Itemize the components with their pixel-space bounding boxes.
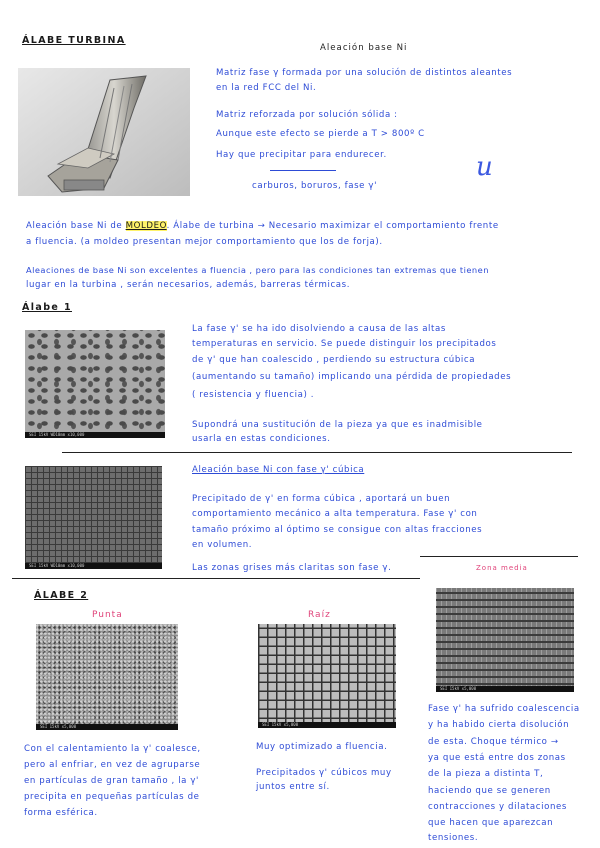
cubic-text-4: en volumen. [192, 540, 253, 550]
label-punta: Punta [92, 610, 123, 620]
label-zona-media: Zona media [476, 564, 528, 572]
alabe1-text-1: La fase γ' se ha ido disolviendo a causa de las altas [192, 324, 446, 334]
cubic-text-3: tamaño próximo al óptimo se consigue con altas fracciones [192, 525, 483, 535]
zona-text-5: de la pieza a distinta T, [428, 769, 544, 779]
zona-text-9: tensiones. [428, 833, 479, 843]
micrograph-scale-bar: SEI 15kV x5,000 [436, 686, 574, 692]
handwritten-note: u [476, 152, 493, 182]
alabe1-text-2: temperaturas en servicio. Se puede distinguir los precipitados [192, 339, 497, 349]
zona-text-6: haciendo que se generen [428, 786, 551, 796]
alabe1-text-4: (aumentando su tamaño) implicando una pérdida de propiedades [192, 372, 512, 382]
conditions-line-2: lugar en la turbina , serán necesarios, además, barreras térmicas. [26, 280, 351, 290]
micrograph-zona-media [436, 588, 574, 692]
micrograph-raiz [258, 624, 396, 728]
micrograph-scale-bar: SEI 15kV WD10mm x10,000 [25, 563, 162, 569]
cubic-text-5: Las zonas grises más claritas son fase γ. [192, 563, 392, 573]
page-subtitle: Aleación base Ni [320, 43, 408, 53]
micrograph-punta [36, 624, 178, 730]
raiz-text-2: Precipitados γ' cúbicos muy [256, 768, 392, 778]
intro-line-6: carburos, boruros, fase γ' [252, 181, 378, 191]
zona-text-2: y ha habido cierta disolución [428, 720, 570, 730]
raiz-text-3: juntos entre sí. [256, 782, 330, 792]
alabe1-text-5: ( resistencia y fluencia) . [192, 390, 315, 400]
cubic-title: Aleación base Ni con fase γ' cúbica [192, 465, 365, 475]
alabe2-heading: ÁLABE 2 [34, 590, 89, 601]
punta-text-5: forma esférica. [24, 808, 98, 818]
punta-text-2: pero al enfriar, en vez de agruparse [24, 760, 201, 770]
moldeo-line-1: Aleación base Ni de MOLDEO. Álabe de turbina → Necesario maximizar el comportamiento frente [26, 221, 499, 231]
page-title: ÁLABE TURBINA [22, 35, 126, 46]
underline-mark [270, 170, 336, 171]
section-divider-2 [12, 578, 420, 579]
micrograph-coalesced [25, 330, 165, 438]
raiz-text-1: Muy optimizado a fluencia. [256, 742, 388, 752]
intro-line-3: Matriz reforzada por solución sólida : [216, 110, 398, 120]
punta-text-1: Con el calentamiento la γ' coalesce, [24, 744, 201, 754]
micrograph-cubic [25, 466, 162, 569]
zona-text-8: que hacen que aparezcan [428, 818, 554, 828]
intro-line-2: en la red FCC del Ni. [216, 83, 317, 93]
intro-line-1: Matriz fase γ formada por una solución de distintos aleantes [216, 68, 513, 78]
zona-text-4: ya que está entre dos zonas [428, 753, 566, 763]
conditions-line-1: Aleaciones de base Ni son excelentes a fluencia , pero para las condiciones tan extremas que tienen [26, 265, 489, 275]
micrograph-scale-bar: SEI 15kV x5,000 [36, 724, 178, 730]
section-divider-1 [62, 452, 572, 453]
zona-text-7: contracciones y dilataciones [428, 802, 567, 812]
intro-line-5: Hay que precipitar para endurecer. [216, 150, 387, 160]
section-divider-3 [420, 556, 578, 557]
intro-line-4: Aunque este efecto se pierde a T > 800º C [216, 129, 425, 139]
zona-text-1: Fase γ' ha sufrido coalescencia [428, 704, 580, 714]
punta-text-4: precipita en pequeñas partículas de [24, 792, 200, 802]
alabe1-heading: Álabe 1 [22, 302, 72, 313]
cubic-text-2: comportamiento mecánico a alta temperatura. Fase γ' con [192, 509, 478, 519]
moldeo-highlight: MOLDEO [125, 221, 167, 231]
micrograph-scale-bar: SEI 15kV WD10mm x10,000 [25, 432, 165, 438]
alabe1-text-3: de γ' que han coalescido , perdiendo su estructura cúbica [192, 355, 476, 365]
micrograph-scale-bar: SEI 15kV x5,000 [258, 722, 396, 728]
label-raiz: Raíz [308, 610, 331, 620]
alabe1-text-6: Supondrá una sustitución de la pieza ya que es inadmisible [192, 420, 483, 430]
turbine-blade-photo [18, 68, 190, 196]
alabe1-text-7: usarla en estas condiciones. [192, 434, 331, 444]
zona-text-3: de esta. Choque térmico → [428, 737, 559, 747]
moldeo-line-2: a fluencia. (a moldeo presentan mejor comportamiento que los de forja). [26, 237, 383, 247]
punta-text-3: en partículas de gran tamaño , la γ' [24, 776, 200, 786]
cubic-text-1: Precipitado de γ' en forma cúbica , aportará un buen [192, 494, 451, 504]
